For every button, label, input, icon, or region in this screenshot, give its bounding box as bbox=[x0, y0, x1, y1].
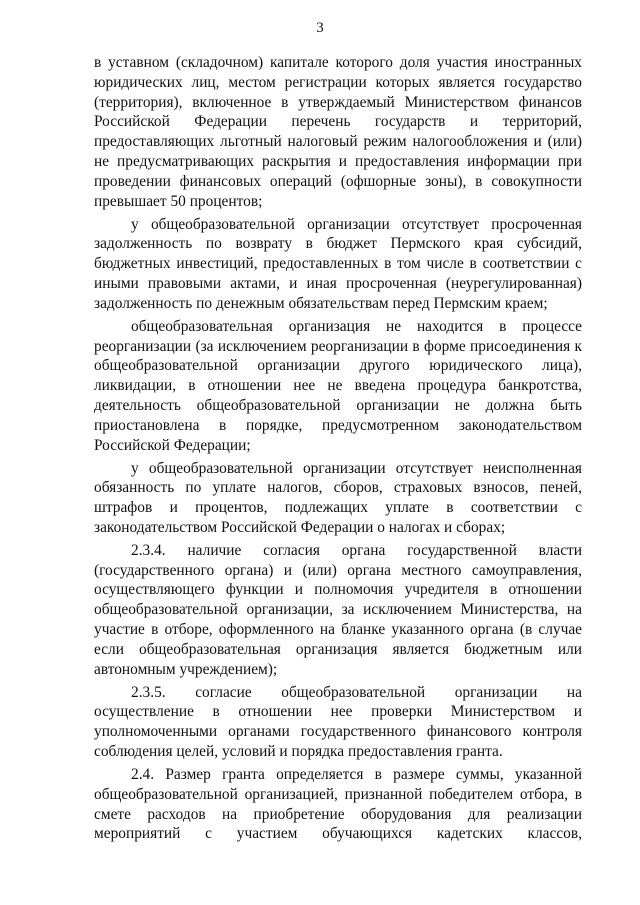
paragraph-offshore-share: в уставном (складочном) капитале которого доля участия иностранных юридических лиц, местом регистрации которых является государство (территория), включенное в утверждаемый Министерством финансов Российской Федерации перечень государств и территорий, предоставляющих льготный налоговый режим налогообложения и (или) не предусматривающих раскрытия и предоставления информации при проведении финансовых операций (офшорные зоны), в совокупности превышает 50 процентов; bbox=[94, 54, 582, 210]
page-number: 3 bbox=[316, 20, 324, 36]
paragraph-no-overdue-debt: у общеобразовательной организации отсутствует просроченная задолженность по возврату в бюджет Пермского края субсидий, бюджетных инвестиций, предоставленных в том числе в соответствии с иными правовыми актами, и иная просроченная (неурегулированная) задолженность по денежным обязательствам перед Пермским краем; bbox=[94, 215, 582, 312]
paragraph-2-3-5-audit-consent: 2.3.5. согласие общеобразовательной организации на осуществление в отношении нее проверки Министерством и уполномоченными органами государственного финансового контроля соблюдения целей, условий и порядка предоставления гранта. bbox=[94, 683, 582, 761]
paragraph-no-reorganization: общеобразовательная организация не находится в процессе реорганизации (за исключением реорганизации в форме присоединения к общеобразовательной организации другого юридического лица), ликвидации, в отношении нее не введена процедура банкротства, деятельность общеобразовательной организации не должна быть приостановлена в порядке, предусмотренном законодательством Российской Федерации; bbox=[94, 317, 582, 454]
document-body bbox=[94, 53, 582, 844]
paragraph-2-3-4-founder-consent: 2.3.4. наличие согласия органа государственной власти (государственного органа) и (или) органа местного самоуправления, осуществляющего функции и полномочия учредителя в отношении общеобразовательной организации, за исключением Министерства, на участие в отборе, оформленного на бланке указанного органа (в случае если общеобразовательная организация является бюджетным или автономным учреждением); bbox=[94, 541, 582, 678]
paragraph-no-tax-arrears: у общеобразовательной организации отсутствует неисполненная обязанность по уплате налогов, сборов, страховых взносов, пеней, штрафов и процентов, подлежащих уплате в соответствии с законодательством Российской Федерации о налогах и сборах; bbox=[94, 459, 582, 536]
paragraph-2-4-grant-amount: 2.4. Размер гранта определяется в размере суммы, указанной общеобразовательной организацией, признанной победителем отбора, в смете расходов на приобретение оборудования для реализации мероприятий с участием обучающихся кадетских классов, bbox=[94, 766, 582, 843]
